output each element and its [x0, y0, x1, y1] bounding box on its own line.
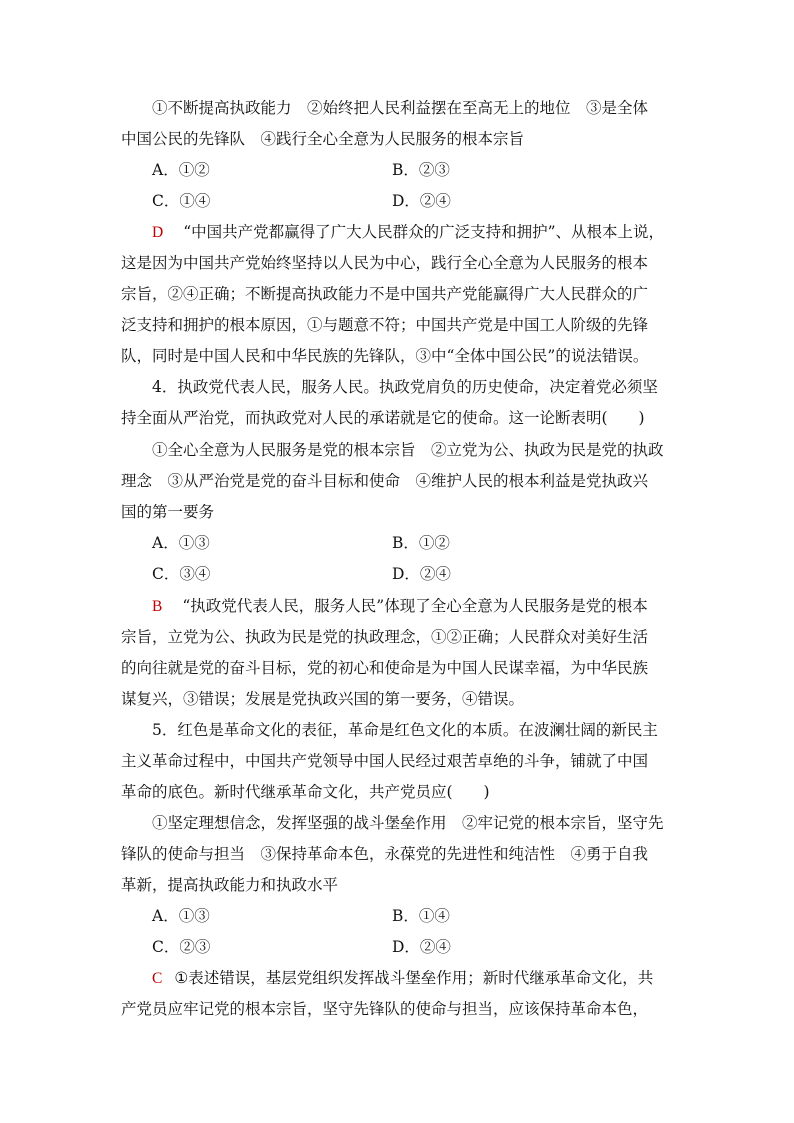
q3-statement-line-1: ①不断提高执政能力 ②始终把人民利益摆在至高无上的地位 ③是全体 [152, 99, 649, 117]
q3-explanation-line-5: 队，同时是中国人民和中华民族的先锋队，③中“全体中国公民”的说法错误。 [121, 347, 649, 365]
q3-answer-letter: D [152, 224, 164, 241]
q3-statement-line-2: 中国公民的先锋队 ④践行全心全意为人民服务的根本宗旨 [121, 130, 525, 148]
q5-stem-line-1: 5．红色是革命文化的表征，革命是红色文化的本质。在波澜壮阔的新民主 [152, 721, 658, 739]
q4-explanation-text-1: “执政党代表人民，服务人民”体现了全心全意为人民服务是党的根本 [182, 597, 648, 615]
q5-option-d: D．②④ [392, 938, 451, 956]
q3-explanation-line-3: 宗旨，②④正确；不断提高执政能力不是中国共产党能赢得广大人民群众的广 [121, 285, 649, 303]
q5-option-a: A．①③ [152, 907, 210, 925]
q5-option-b: B．①④ [392, 907, 450, 925]
q5-statement-line-2: 锋队的使命与担当 ③保持革命本色，永葆党的先进性和纯洁性 ④勇于自我 [121, 845, 649, 863]
q5-statement-line-3: 革新，提高执政能力和执政水平 [121, 876, 339, 894]
q4-option-b: B．①② [392, 534, 450, 552]
q5-explanation-line-2: 产党员应牢记党的根本宗旨，坚守先锋队的使命与担当，应该保持革命本色， [121, 1000, 649, 1018]
q5-stem-line-2: 主义革命过程中，中国共产党领导中国人民经过艰苦卓绝的斗争，铺就了中国 [121, 752, 649, 770]
q4-option-d: D．②④ [392, 565, 451, 583]
q5-answer-letter: C [152, 970, 163, 987]
q3-explanation-text-1: “中国共产党都赢得了广大人民群众的广泛支持和拥护”、从根本上说， [183, 223, 665, 241]
q4-explanation-line-4: 谋复兴，③错误；发展是党执政兴国的第一要务，④错误。 [121, 690, 525, 708]
q5-stem-line-3: 革命的底色。新时代继承革命文化，共产党员应( ) [121, 783, 490, 801]
q4-option-a: A．①③ [152, 534, 210, 552]
q3-explanation-line-2: 这是因为中国共产党始终坚持以人民为中心，践行全心全意为人民服务的根本 [121, 254, 649, 272]
q4-explanation-line-3: 的向往就是党的奋斗目标，党的初心和使命是为中国人民谋幸福，为中华民族 [121, 659, 649, 677]
q3-option-c: C．①④ [152, 192, 211, 210]
q5-statement-line-1: ①坚定理想信念，发挥坚强的战斗堡垒作用 ②牢记党的根本宗旨，坚守先 [152, 814, 664, 832]
q4-statement-line-1: ①全心全意为人民服务是党的根本宗旨 ②立党为公、执政为民是党的执政 [152, 441, 664, 459]
q5-explanation-line-1 [152, 968, 653, 989]
q4-stem-line-1: 4．执政党代表人民，服务人民。执政党肩负的历史使命，决定着党必须坚 [152, 378, 658, 396]
q5-explanation-text-1: ①表述错误，基层党组织发挥战斗堡垒作用；新时代继承革命文化，共 [174, 969, 654, 987]
q4-explanation-line-1 [152, 596, 648, 617]
q5-option-c: C．②③ [152, 938, 211, 956]
q3-explanation-line-4: 泛支持和拥护的根本原因，①与题意不符；中国共产党是中国工人阶级的先锋 [121, 316, 649, 334]
q3-option-b: B．②③ [392, 161, 450, 179]
q3-explanation-line-1 [152, 222, 664, 243]
q4-stem-line-2: 持全面从严治党，而执政党对人民的承诺就是它的使命。这一论断表明( ) [121, 409, 645, 427]
q4-statement-line-3: 国的第一要务 [121, 503, 215, 521]
q4-statement-line-2: 理念 ③从严治党是党的奋斗目标和使命 ④维护人民的根本利益是党执政兴 [121, 472, 649, 490]
q4-option-c: C．③④ [152, 565, 211, 583]
q3-option-a: A．①② [152, 161, 210, 179]
q3-option-d: D．②④ [392, 192, 451, 210]
q4-explanation-line-2: 宗旨，立党为公、执政为民是党的执政理念，①②正确；人民群众对美好生活 [121, 628, 649, 646]
q4-answer-letter: B [152, 598, 163, 615]
